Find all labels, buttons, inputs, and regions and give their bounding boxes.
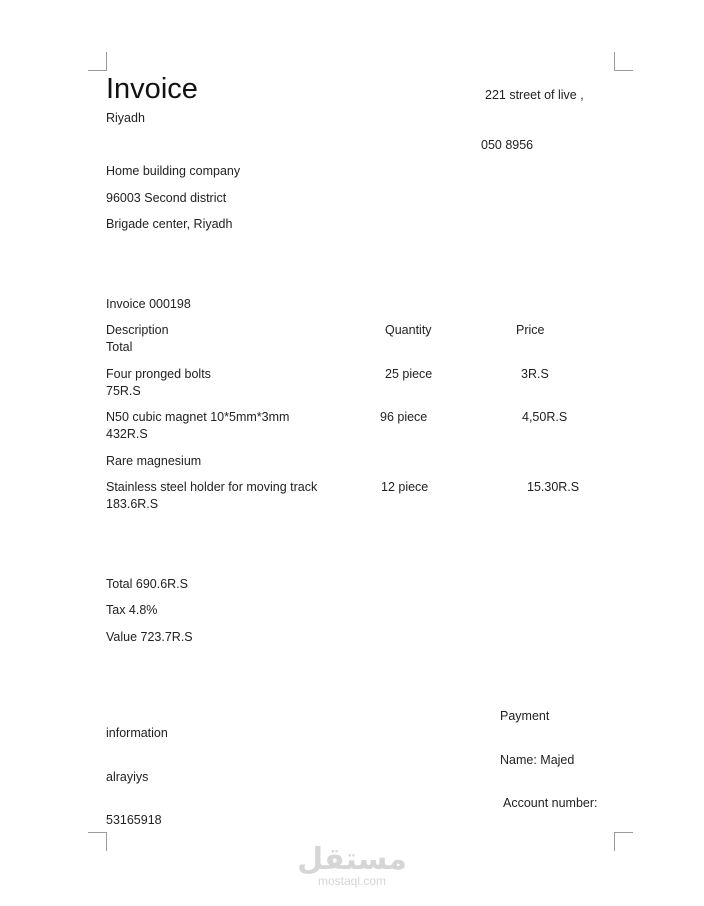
line-item-quantity: 12 piece (381, 480, 429, 494)
line-item-description: Stainless steel holder for moving track (106, 480, 318, 494)
client-company: Home building company (106, 164, 241, 178)
invoice-title: Invoice (106, 73, 198, 105)
line-item-price: 4,50R.S (522, 410, 568, 424)
sender-street: 221 street of live , (485, 88, 584, 102)
invoice-number: Invoice 000198 (106, 297, 191, 311)
summary-total: Total 690.6R.S (106, 577, 188, 591)
line-item-price: 15.30R.S (527, 480, 580, 494)
summary-tax: Tax 4.8% (106, 603, 158, 617)
payment-surname: alrayiys (106, 770, 149, 784)
line-item-quantity: 96 piece (380, 410, 428, 424)
line-item-total: 432R.S (106, 427, 148, 441)
column-header-description: Description (106, 323, 169, 337)
payment-account-label: Account number: (503, 796, 598, 810)
watermark-logo-url: mostaql.com (317, 874, 387, 888)
payment-information-label: information (106, 726, 168, 740)
client-address-line2: Brigade center, Riyadh (106, 217, 233, 231)
sender-city: Riyadh (106, 111, 145, 125)
sender-phone: 050 8956 (481, 138, 534, 152)
line-item-description: Four pronged bolts (106, 367, 211, 381)
line-item-total: 75R.S (106, 384, 141, 398)
column-header-total: Total (106, 340, 133, 354)
line-item-description: N50 cubic magnet 10*5mm*3mm (106, 410, 290, 424)
payment-heading: Payment (500, 709, 550, 723)
payment-name: Name: Majed (500, 753, 575, 767)
crop-mark-top-right (614, 52, 633, 71)
line-item-total: 183.6R.S (106, 497, 159, 511)
crop-mark-top-left (88, 52, 107, 71)
line-item-description: Rare magnesium (106, 454, 202, 468)
column-header-price: Price (516, 323, 545, 337)
payment-account-number: 53165918 (106, 813, 162, 827)
line-item-quantity: 25 piece (385, 367, 433, 381)
line-item-price: 3R.S (521, 367, 549, 381)
summary-value: Value 723.7R.S (106, 630, 193, 644)
column-header-quantity: Quantity (385, 323, 432, 337)
watermark-logo-arabic: مستقل (297, 842, 407, 877)
client-address-line1: 96003 Second district (106, 191, 227, 205)
